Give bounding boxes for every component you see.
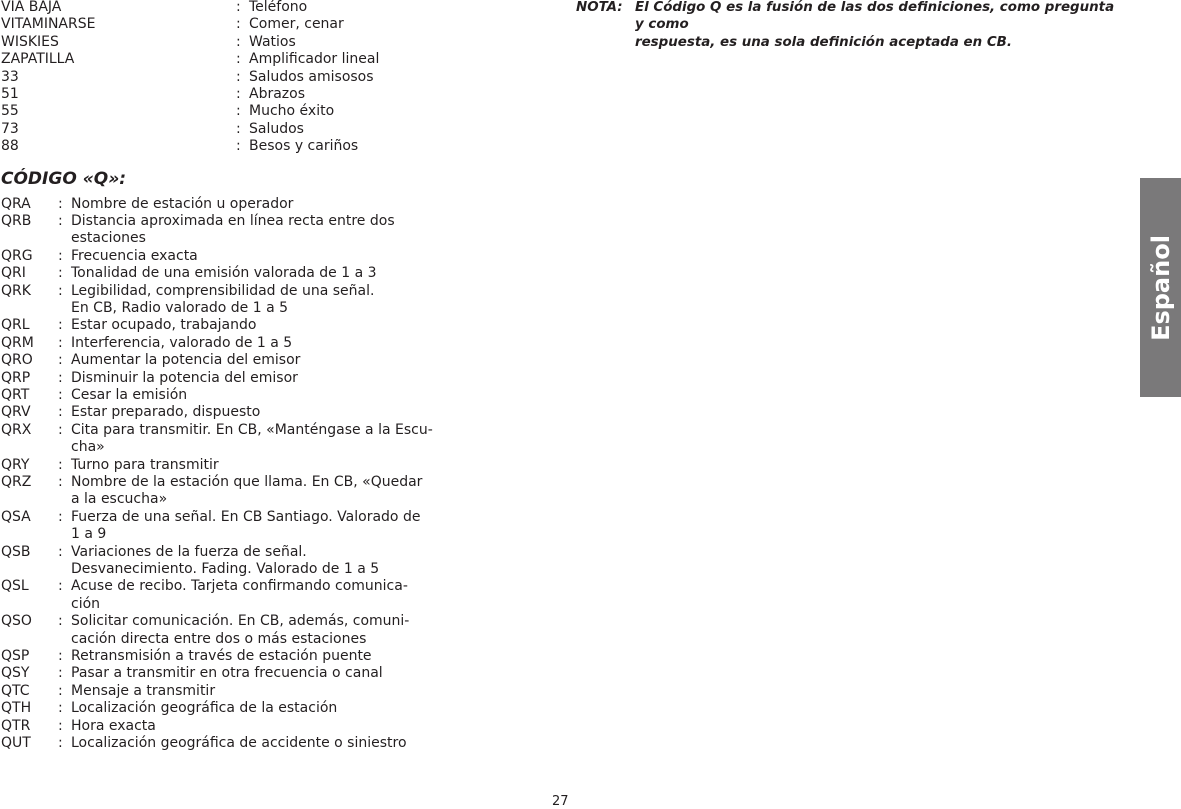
q-definition-line: Cita para transmitir. En CB, «Manténgase a la Escu- — [71, 421, 433, 438]
q-definition-line: Variaciones de la fuerza de señal. — [71, 543, 307, 560]
q-separator: : — [58, 456, 63, 473]
note-text — [635, 0, 1116, 51]
q-separator: : — [58, 334, 63, 351]
q-definition-line: Pasar a transmitir en otra frecuencia o canal — [71, 665, 383, 682]
glossary-row — [1, 86, 421, 103]
glossary-term: WISKIES — [1, 33, 59, 50]
q-separator: : — [58, 212, 63, 229]
q-separator: : — [58, 682, 63, 699]
q-definition-line: Cesar la emisión — [71, 386, 188, 403]
note-line: respuesta, es una sola definición aceptada en CB. — [635, 34, 1012, 50]
q-code-row — [1, 196, 441, 213]
q-definition-line: En CB, Radio valorado de 1 a 5 — [71, 299, 289, 316]
q-code-row — [1, 213, 441, 248]
glossary-definition: Teléfono — [249, 0, 308, 15]
glossary-definition: Amplificador lineal — [249, 51, 380, 68]
q-code-row — [1, 665, 441, 682]
glossary-row — [1, 16, 421, 33]
q-code-row — [1, 248, 441, 265]
q-separator: : — [58, 369, 63, 386]
q-definition — [71, 474, 441, 509]
glossary-term: 88 — [1, 138, 19, 155]
q-separator: : — [58, 421, 63, 438]
q-definition — [71, 387, 441, 404]
q-definition-line: Localización geográfica de la estación — [71, 700, 338, 717]
glossary-term: 55 — [1, 103, 19, 120]
q-code-row — [1, 735, 441, 752]
glossary-separator: : — [236, 68, 241, 85]
q-definition-line: Hora exacta — [71, 717, 156, 734]
glossary-row — [1, 69, 421, 86]
q-separator: : — [58, 665, 63, 682]
q-code-row — [1, 317, 441, 334]
q-definition-line: cha» — [71, 439, 105, 456]
q-definition — [71, 700, 441, 717]
q-separator: : — [58, 508, 63, 525]
glossary-definition: Abrazos — [249, 85, 306, 102]
q-code: QRA — [1, 195, 31, 212]
q-code: QRY — [1, 456, 30, 473]
q-definition-line: Acuse de recibo. Tarjeta confirmando comunica- — [71, 578, 408, 595]
q-separator: : — [58, 578, 63, 595]
q-definition — [71, 509, 441, 544]
q-code: QRI — [1, 265, 26, 282]
glossary-term: 73 — [1, 120, 19, 137]
q-separator: : — [58, 195, 63, 212]
q-separator: : — [58, 317, 63, 334]
glossary-separator: : — [236, 0, 241, 15]
q-definition — [71, 665, 441, 682]
q-definition-line: Aumentar la potencia del emisor — [71, 352, 301, 369]
glossary-row — [1, 121, 421, 138]
q-definition-line: estaciones — [71, 230, 146, 247]
glossary-definition: Comer, cenar — [249, 16, 344, 33]
q-code: QRK — [1, 282, 31, 299]
q-code-row — [1, 613, 441, 648]
q-code: QRO — [1, 352, 33, 369]
q-code: QTC — [1, 682, 30, 699]
glossary-row — [1, 34, 421, 51]
q-code: QRT — [1, 386, 30, 403]
q-definition — [71, 248, 441, 265]
q-separator: : — [58, 735, 63, 752]
q-definition — [71, 352, 441, 369]
glossary-row — [1, 138, 421, 155]
q-separator: : — [58, 700, 63, 717]
glossary-definition: Mucho éxito — [249, 103, 335, 120]
q-separator: : — [58, 543, 63, 560]
glossary-term: 51 — [1, 85, 19, 102]
glossary-definition: Saludos amisosos — [249, 68, 374, 85]
q-code-row — [1, 578, 441, 613]
q-separator: : — [58, 352, 63, 369]
q-definition — [71, 422, 441, 457]
q-code: QSA — [1, 508, 31, 525]
q-code-row — [1, 370, 441, 387]
q-code: QTH — [1, 700, 32, 717]
q-separator: : — [58, 265, 63, 282]
glossary-separator: : — [236, 16, 241, 33]
q-code-row — [1, 648, 441, 665]
q-definition-line: Disminuir la potencia del emisor — [71, 369, 298, 386]
q-code: QSO — [1, 613, 32, 630]
q-definition-line: cación directa entre dos o más estaciones — [71, 630, 367, 647]
q-definition — [71, 196, 441, 213]
q-definition-line: Retransmisión a través de estación puente — [71, 648, 372, 665]
q-separator: : — [58, 613, 63, 630]
q-separator: : — [58, 386, 63, 403]
glossary-separator: : — [236, 51, 241, 68]
q-code-title: CÓDIGO «Q»: — [1, 169, 127, 189]
q-definition-line: Nombre de estación u operador — [71, 195, 294, 212]
glossary-term: VITAMINARSE — [1, 16, 96, 33]
q-definition-line: 1 a 9 — [71, 526, 107, 543]
glossary-definition: Saludos — [249, 120, 304, 137]
q-definition — [71, 735, 441, 752]
q-definition — [71, 457, 441, 474]
q-separator: : — [58, 247, 63, 264]
glossary-separator: : — [236, 85, 241, 102]
q-definition-line: Legibilidad, comprensibilidad de una señal. — [71, 282, 375, 299]
q-definition-line: Estar preparado, dispuesto — [71, 404, 261, 421]
q-separator: : — [58, 717, 63, 734]
q-definition — [71, 283, 441, 318]
page-number: 27 — [552, 794, 569, 809]
q-code: QSB — [1, 543, 31, 560]
q-code: QRL — [1, 317, 30, 334]
q-code-list — [1, 196, 441, 753]
q-definition — [71, 613, 441, 648]
q-definition — [71, 213, 441, 248]
q-code-row — [1, 404, 441, 421]
q-code: QUT — [1, 735, 31, 752]
glossary-list — [1, 0, 421, 156]
q-code-row — [1, 335, 441, 352]
q-definition-line: Solicitar comunicación. En CB, además, comuni- — [71, 613, 410, 630]
glossary-separator: : — [236, 33, 241, 50]
q-code-row — [1, 544, 441, 579]
q-code: QRZ — [1, 474, 32, 490]
q-code: QRV — [1, 404, 31, 421]
q-definition-line: Localización geográfica de accidente o siniestro — [71, 735, 407, 752]
glossary-term: 33 — [1, 68, 19, 85]
q-definition — [71, 648, 441, 665]
q-definition — [71, 683, 441, 700]
glossary-row — [1, 0, 421, 16]
glossary-separator: : — [236, 120, 241, 137]
q-code-row — [1, 457, 441, 474]
q-definition-line: Frecuencia exacta — [71, 247, 198, 264]
q-definition-line: a la escucha» — [71, 491, 168, 508]
note — [576, 0, 1116, 51]
q-definition — [71, 544, 441, 579]
q-separator: : — [58, 474, 63, 490]
glossary-definition: Watios — [249, 33, 296, 50]
q-definition-line: Nombre de la estación que llama. En CB, «Quedar — [71, 474, 423, 490]
q-code: QSP — [1, 648, 30, 665]
glossary-row — [1, 51, 421, 68]
note-label: NOTA: — [576, 0, 623, 15]
q-separator: : — [58, 648, 63, 665]
q-code-row — [1, 700, 441, 717]
q-definition-line: Tonalidad de una emisión valorada de 1 a 3 — [71, 265, 377, 282]
language-tab — [1140, 178, 1181, 397]
glossary-separator: : — [236, 138, 241, 155]
q-code-row — [1, 352, 441, 369]
q-code: QRX — [1, 421, 32, 438]
glossary-definition: Besos y cariños — [249, 138, 359, 155]
q-code-row — [1, 509, 441, 544]
q-definition — [71, 578, 441, 613]
q-code-row — [1, 422, 441, 457]
q-definition — [71, 317, 441, 334]
q-definition-line: Distancia aproximada en línea recta entre dos — [71, 212, 395, 229]
q-definition — [71, 718, 441, 735]
q-code-row — [1, 718, 441, 735]
q-separator: : — [58, 282, 63, 299]
q-code-row — [1, 683, 441, 700]
q-definition-line: Turno para transmitir — [71, 456, 219, 473]
q-definition — [71, 265, 441, 282]
q-code: QRG — [1, 247, 33, 264]
glossary-row — [1, 103, 421, 120]
q-definition — [71, 404, 441, 421]
q-definition — [71, 370, 441, 387]
language-tab-label: Español — [1146, 234, 1175, 341]
glossary-term: VIA BAJA — [1, 0, 62, 15]
q-code: QRP — [1, 369, 31, 386]
q-code: QRM — [1, 334, 34, 351]
q-definition-line: Mensaje a transmitir — [71, 682, 216, 699]
q-code: QSL — [1, 578, 29, 595]
q-code-row — [1, 265, 441, 282]
q-definition-line: Fuerza de una señal. En CB Santiago. Valorado de — [71, 508, 421, 525]
q-separator: : — [58, 404, 63, 421]
q-code-row — [1, 474, 441, 509]
q-definition-line: Interferencia, valorado de 1 a 5 — [71, 334, 293, 351]
glossary-term: ZAPATILLA — [1, 51, 75, 68]
q-definition — [71, 335, 441, 352]
q-code: QTR — [1, 717, 31, 734]
q-definition-line: Estar ocupado, trabajando — [71, 317, 257, 334]
q-definition-line: ción — [71, 595, 101, 612]
q-definition-line: Desvanecimiento. Fading. Valorado de 1 a 5 — [71, 561, 380, 578]
glossary-separator: : — [236, 103, 241, 120]
note-line: El Código Q es la fusión de las dos definiciones, como pregunta y como — [635, 0, 1115, 33]
q-code-row — [1, 283, 441, 318]
q-code: QRB — [1, 212, 32, 229]
q-code-row — [1, 387, 441, 404]
q-code: QSY — [1, 665, 30, 682]
